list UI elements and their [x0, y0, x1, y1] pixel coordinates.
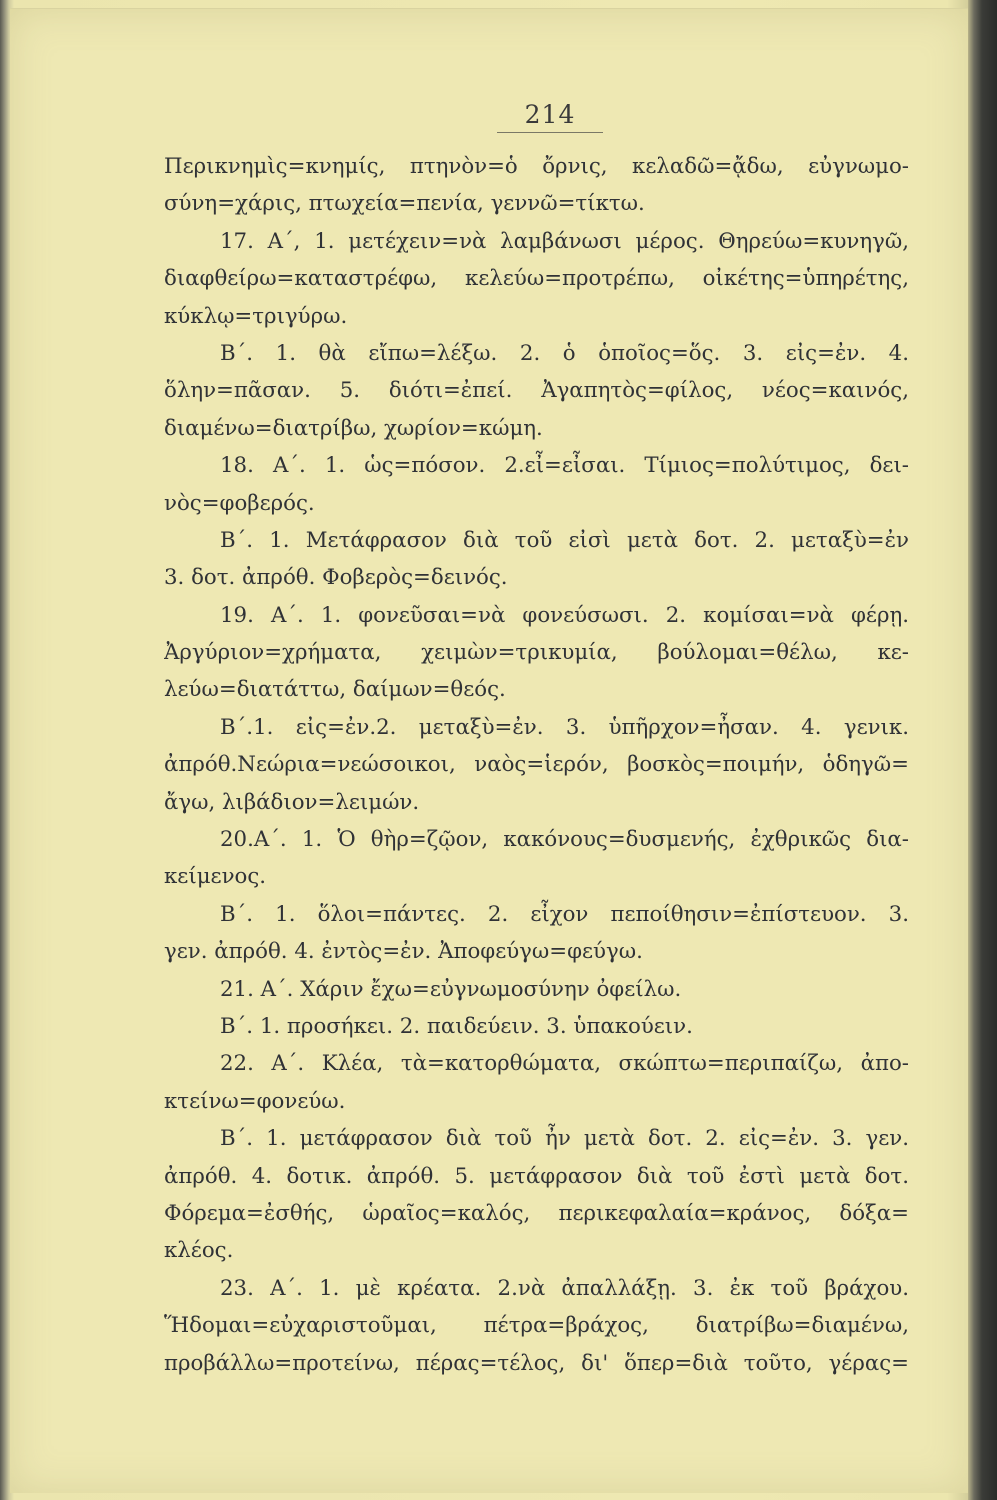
text-line: σύνη=χάρις, πτωχεία=πενία, γεννῶ=τίκτω. — [164, 191, 645, 217]
text-line: ὅλην=πᾶσαν. 5. διότι=ἐπεί. Ἀγαπητὸς=φίλος, νέος=καινός, — [164, 378, 909, 404]
text-line: ἄγω, λιβάδιον=λειμών. — [164, 789, 420, 815]
text-line: διαμένω=διατρίβω, χωρίον=κώμη. — [164, 415, 543, 441]
page-number: 214 — [524, 100, 576, 129]
text-line: κλέος. — [164, 1238, 234, 1264]
text-line: 17. Α΄, 1. μετέχειν=νὰ λαμβάνωσι μέρος. Θηρεύω=κυνηγῶ, — [220, 228, 909, 254]
text-line: Περικνημὶς=κνημίς, πτηνὸν=ὁ ὄρνις, κελαδῶ=ᾄδω, εὐγνωμο- — [164, 154, 909, 179]
text-line: διαφθείρω=καταστρέφω, κελεύω=προτρέπω, οἰκέτης=ὑπηρέτης, — [164, 266, 909, 292]
book-spine — [968, 0, 997, 1500]
text-line: Β΄. 1. μετάφρασον διὰ τοῦ ἦν μετὰ δοτ. 2. εἰς=ἐν. 3. γεν. — [220, 1126, 909, 1152]
text-line: κύκλῳ=τριγύρω. — [164, 303, 348, 329]
text-line: Ἀργύριον=χρήματα, χειμὼν=τρικυμία, βούλομαι=θέλω, κε- — [164, 640, 909, 666]
text-line: Β΄.1. εἰς=ἐν.2. μεταξὺ=ἐν. 3. ὑπῆρχον=ἦσαν. 4. γενικ. — [220, 714, 909, 740]
text-line: κείμενος. — [164, 864, 267, 890]
text-line: γεν. ἀπρόθ. 4. ἐντὸς=ἐν. Ἀποφεύγω=φεύγω. — [164, 939, 643, 965]
text-line: Β΄. 1. θὰ εἴπω=λέξω. 2. ὁ ὁποῖος=ὅς. 3. εἰς=ἐν. 4. — [220, 340, 909, 366]
text-line: Ἥδομαι=εὐχαριστοῦμαι, πέτρα=βράχος, διατρίβω=διαμένω, — [164, 1313, 909, 1339]
text-line: 23. Α΄. 1. μὲ κρέατα. 2.νὰ ἀπαλλάξῃ. 3. ἐκ τοῦ βράχου. — [220, 1275, 909, 1301]
text-line: κτείνω=φονεύω. — [164, 1088, 346, 1114]
text-line: Β΄. 1. Μετάφρασον διὰ τοῦ εἰσὶ μετὰ δοτ. 2. μεταξὺ=ἐν — [220, 527, 909, 553]
text-line: 18. Α΄. 1. ὡς=πόσον. 2.εἶ=εἶσαι. Τίμιος=πολύτιμος, δει- — [220, 453, 909, 479]
header-rule — [497, 132, 603, 133]
text-line: Φόρεμα=ἐσθής, ὡραῖος=καλός, περικεφαλαία=κράνος, δόξα= — [164, 1200, 909, 1226]
text-line: 21. Α΄. Χάριν ἔχω=εὐγνωμοσύνην ὀφείλω. — [220, 976, 682, 1002]
text-line: προβάλλω=προτείνω, πέρας=τέλος, δι' ὅπερ=διὰ τοῦτο, γέρας= — [164, 1350, 909, 1376]
text-line: Β΄. 1. ὅλοι=πάντες. 2. εἶχον πεποίθησιν=ἐπίστευον. 3. — [220, 901, 909, 927]
text-line: νὸς=φοβερός. — [164, 490, 315, 516]
text-line: 22. Α΄. Κλέα, τὰ=κατορθώματα, σκώπτω=περιπαίζω, ἀπο- — [220, 1051, 909, 1077]
page-text-body — [164, 148, 909, 1382]
text-line: 19. Α΄. 1. φονεῦσαι=νὰ φονεύσωσι. 2. κομίσαι=νὰ φέρῃ. — [220, 602, 909, 628]
text-line: ἀπρόθ. 4. δοτικ. ἀπρόθ. 5. μετάφρασον διὰ τοῦ ἐστὶ μετὰ δοτ. — [164, 1163, 909, 1189]
text-line: ἀπρόθ.Νεώρια=νεώσοικοι, ναὸς=ἱερόν, βοσκὸς=ποιμήν, ὁδηγῶ= — [164, 752, 909, 778]
text-line: 20.Α΄. 1. Ὁ θὴρ=ζῷον, κακόνους=δυσμενής, ἐχθρικῶς δια- — [220, 827, 909, 853]
text-line: λεύω=διατάττω, δαίμων=θεός. — [164, 677, 506, 703]
text-line: Β΄. 1. προσήκει. 2. παιδεύειν. 3. ὑπακούειν. — [220, 1013, 693, 1039]
text-line: 3. δοτ. ἀπρόθ. Φοβερὸς=δεινός. — [164, 565, 508, 591]
